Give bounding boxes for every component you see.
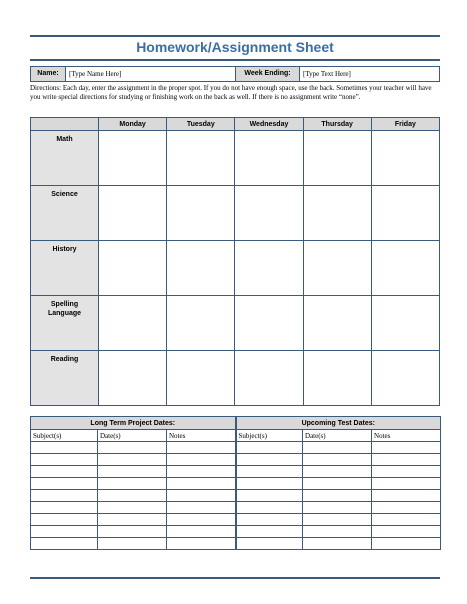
name-week-row [30,66,440,82]
table-row [31,241,440,296]
title-underline [30,59,440,61]
date-entry-cell[interactable] [98,478,167,490]
date-entry-cell[interactable] [303,502,372,514]
date-entry-cell[interactable] [236,466,303,478]
date-entry-cell[interactable] [167,502,236,514]
assignment-cell[interactable] [371,296,439,351]
dates-table [30,416,441,550]
column-header: Subject(s) [236,430,303,442]
column-header-row [31,430,441,442]
assignment-cell[interactable] [99,296,167,351]
date-entry-cell[interactable] [167,538,236,550]
date-entry-cell[interactable] [98,454,167,466]
date-entry-cell[interactable] [372,442,441,454]
assignment-cell[interactable] [167,241,235,296]
name-label: Name: [31,67,66,81]
date-entry-cell[interactable] [236,526,303,538]
date-entry-cell[interactable] [303,442,372,454]
column-header: Subject(s) [31,430,98,442]
subject-label: Spelling Language [31,296,99,351]
date-entry-cell[interactable] [31,502,98,514]
date-entry-cell[interactable] [31,514,98,526]
assignment-cell[interactable] [235,351,303,406]
date-entry-cell[interactable] [303,526,372,538]
assignment-cell[interactable] [167,296,235,351]
table-row [31,466,441,478]
assignment-table [30,117,440,406]
date-entry-cell[interactable] [167,478,236,490]
table-row [31,490,441,502]
assignment-cell[interactable] [167,186,235,241]
subject-label: History [31,241,99,296]
date-entry-cell[interactable] [167,454,236,466]
corner-cell [31,118,99,131]
table-row [31,442,441,454]
date-entry-cell[interactable] [303,490,372,502]
date-entry-cell[interactable] [236,442,303,454]
date-entry-cell[interactable] [98,502,167,514]
upcoming-test-header: Upcoming Test Dates: [236,417,441,430]
column-header: Notes [372,430,441,442]
assignment-cell[interactable] [99,241,167,296]
table-row [31,502,441,514]
day-header: Friday [371,118,439,131]
date-entry-cell[interactable] [31,490,98,502]
assignment-cell[interactable] [303,131,371,186]
date-entry-cell[interactable] [236,514,303,526]
date-entry-cell[interactable] [98,442,167,454]
date-entry-cell[interactable] [303,478,372,490]
date-entry-cell[interactable] [31,466,98,478]
assignment-cell[interactable] [99,351,167,406]
date-entry-cell[interactable] [372,538,441,550]
bottom-rule [30,577,440,579]
assignment-cell[interactable] [303,296,371,351]
assignment-cell[interactable] [235,241,303,296]
table-row [31,131,440,186]
assignment-cell[interactable] [371,131,439,186]
date-entry-cell[interactable] [167,526,236,538]
assignment-cell[interactable] [235,296,303,351]
date-entry-cell[interactable] [372,502,441,514]
table-row [31,526,441,538]
date-entry-cell[interactable] [303,514,372,526]
subject-label: Math [31,131,99,186]
date-entry-cell[interactable] [98,514,167,526]
date-entry-cell[interactable] [98,538,167,550]
date-entry-cell[interactable] [31,442,98,454]
date-entry-cell[interactable] [167,490,236,502]
date-entry-cell[interactable] [98,526,167,538]
date-entry-cell[interactable] [167,466,236,478]
long-term-project-header: Long Term Project Dates: [31,417,236,430]
date-entry-cell[interactable] [236,502,303,514]
assignment-cell[interactable] [371,351,439,406]
subject-label: Reading [31,351,99,406]
directions-text: Directions: Each day, enter the assignment in the proper spot. If you do not have enough space, use the back. Sometimes your teacher will have you write special directions for studying or finishing work on the back as well. If there is no assignment write “none”. [30,84,432,101]
date-entry-cell[interactable] [372,478,441,490]
table-row [31,478,441,490]
date-entry-cell[interactable] [303,538,372,550]
table-row [31,351,440,406]
assignment-cell[interactable] [167,131,235,186]
assignment-cell[interactable] [99,186,167,241]
date-entry-cell[interactable] [31,526,98,538]
name-field[interactable]: [Type Name Here] [66,67,236,81]
assignment-cell[interactable] [167,351,235,406]
date-entry-cell[interactable] [303,466,372,478]
date-entry-cell[interactable] [372,526,441,538]
date-entry-cell[interactable] [167,514,236,526]
day-header: Thursday [303,118,371,131]
table-row [31,454,441,466]
date-entry-cell[interactable] [98,466,167,478]
assignment-cell[interactable] [303,351,371,406]
assignment-cell[interactable] [235,186,303,241]
date-entry-cell[interactable] [372,466,441,478]
column-header: Date(s) [303,430,372,442]
page-title: Homework/Assignment Sheet [136,39,334,55]
date-entry-cell[interactable] [372,490,441,502]
table-row [31,186,440,241]
assignment-cell[interactable] [371,186,439,241]
week-ending-field[interactable]: [Type Text Here] [303,70,351,78]
day-header: Wednesday [235,118,303,131]
date-entry-cell[interactable] [98,490,167,502]
assignment-cell[interactable] [303,241,371,296]
date-entry-cell[interactable] [372,454,441,466]
assignment-cell[interactable] [99,131,167,186]
date-entry-cell[interactable] [236,538,303,550]
top-rule [30,35,440,37]
assignment-cell[interactable] [371,241,439,296]
date-entry-cell[interactable] [167,442,236,454]
date-entry-cell[interactable] [31,454,98,466]
date-entry-cell[interactable] [303,454,372,466]
table-row [31,538,441,550]
date-entry-cell[interactable] [236,478,303,490]
day-header: Tuesday [167,118,235,131]
column-header: Notes [167,430,236,442]
assignment-cell[interactable] [235,131,303,186]
day-header: Monday [99,118,167,131]
column-header: Date(s) [98,430,167,442]
assignment-cell[interactable] [303,186,371,241]
date-entry-cell[interactable] [236,454,303,466]
date-entry-cell[interactable] [31,478,98,490]
date-entry-cell[interactable] [236,490,303,502]
date-entry-cell[interactable] [372,514,441,526]
date-entry-cell[interactable] [31,538,98,550]
week-ending-label: Week Ending: [236,67,300,81]
table-row [31,296,440,351]
table-row [31,514,441,526]
subject-label: Science [31,186,99,241]
